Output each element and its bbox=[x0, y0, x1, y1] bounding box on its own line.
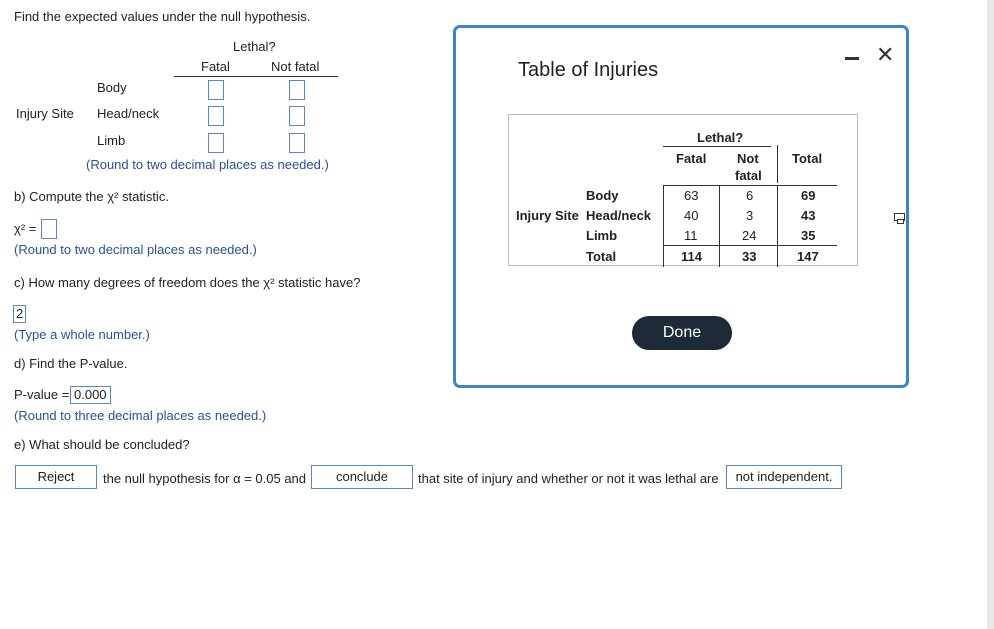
chi-square-input[interactable] bbox=[41, 219, 57, 239]
cell-total-fatal: 114 bbox=[681, 249, 702, 264]
expected-body-fatal-input[interactable] bbox=[208, 80, 224, 100]
row-limb: Limb bbox=[586, 228, 618, 243]
hint-round-two: (Round to two decimal places as needed.) bbox=[86, 157, 329, 172]
pvalue-input[interactable]: 0.000 bbox=[70, 386, 111, 404]
expected-body-notfatal-input[interactable] bbox=[289, 80, 305, 100]
cell-limb-total: 35 bbox=[801, 228, 816, 243]
cell-headneck-fatal: 40 bbox=[684, 208, 699, 223]
hint-round-three: (Round to three decimal places as needed.) bbox=[14, 408, 267, 423]
table-header-lethal: Lethal? bbox=[697, 130, 744, 145]
page-scrollbar[interactable] bbox=[987, 0, 994, 629]
col-not: Not bbox=[737, 151, 759, 166]
expected-headneck-fatal-input[interactable] bbox=[208, 106, 224, 126]
row-head-neck: Head/neck bbox=[97, 106, 160, 121]
row-group-injury-site: Injury Site bbox=[516, 208, 579, 223]
expected-headneck-notfatal-input[interactable] bbox=[289, 106, 305, 126]
col-not-fatal: Not fatal bbox=[271, 59, 320, 74]
cell-limb-fatal: 11 bbox=[684, 228, 698, 243]
cell-limb-notfatal: 24 bbox=[742, 228, 757, 243]
table-header-lethal: Lethal? bbox=[233, 39, 276, 54]
row-body: Body bbox=[586, 188, 619, 203]
df-input[interactable]: 2 bbox=[13, 305, 26, 323]
hint-round-two-b: (Round to two decimal places as needed.) bbox=[14, 242, 257, 257]
cell-total-notfatal: 33 bbox=[742, 249, 757, 264]
reject-dropdown[interactable]: Reject bbox=[15, 465, 97, 489]
popout-icon[interactable] bbox=[894, 213, 905, 221]
cell-body-fatal: 63 bbox=[684, 188, 699, 203]
row-group-injury-site: Injury Site bbox=[16, 106, 74, 121]
row-limb: Limb bbox=[97, 133, 126, 148]
table-of-injuries-dialog bbox=[453, 25, 909, 388]
col-fatal: Fatal bbox=[201, 59, 230, 74]
done-button[interactable]: Done bbox=[632, 316, 732, 350]
part-c-text: c) How many degrees of freedom does the χ² statistic have? bbox=[14, 275, 361, 290]
hint-whole-number: (Type a whole number.) bbox=[14, 327, 150, 342]
chi-square-label: χ² = bbox=[14, 221, 37, 236]
part-b-text: b) Compute the χ² statistic. bbox=[14, 189, 169, 204]
injury-table bbox=[508, 114, 858, 266]
cell-total-total: 147 bbox=[797, 249, 819, 264]
cell-headneck-total: 43 bbox=[801, 208, 816, 223]
col-fatal: Fatal bbox=[676, 151, 707, 166]
independence-dropdown[interactable]: not independent. bbox=[726, 465, 842, 489]
expected-limb-fatal-input[interactable] bbox=[208, 133, 224, 153]
close-icon[interactable]: ✕ bbox=[876, 42, 895, 67]
instruction-text: Find the expected values under the null hypothesis. bbox=[14, 9, 311, 24]
conclude-dropdown[interactable]: conclude bbox=[311, 465, 413, 489]
col-fatal2: fatal bbox=[735, 168, 762, 183]
cell-headneck-notfatal: 3 bbox=[746, 208, 754, 223]
minimize-icon[interactable] bbox=[845, 57, 859, 60]
row-body: Body bbox=[97, 80, 127, 95]
row-head-neck: Head/neck bbox=[586, 208, 652, 223]
expected-limb-notfatal-input[interactable] bbox=[289, 133, 305, 153]
conclusion-text-2: that site of injury and whether or not it was lethal are bbox=[418, 471, 719, 486]
cell-body-total: 69 bbox=[801, 188, 816, 203]
dialog-title: Table of Injuries bbox=[518, 59, 659, 81]
col-total: Total bbox=[792, 151, 823, 166]
row-total: Total bbox=[586, 249, 617, 264]
part-d-text: d) Find the P-value. bbox=[14, 356, 128, 371]
pvalue-label: P-value = bbox=[14, 387, 70, 402]
conclusion-text-1: the null hypothesis for α = 0.05 and bbox=[103, 471, 307, 486]
cell-body-notfatal: 6 bbox=[746, 188, 754, 203]
part-e-text: e) What should be concluded? bbox=[14, 437, 190, 452]
